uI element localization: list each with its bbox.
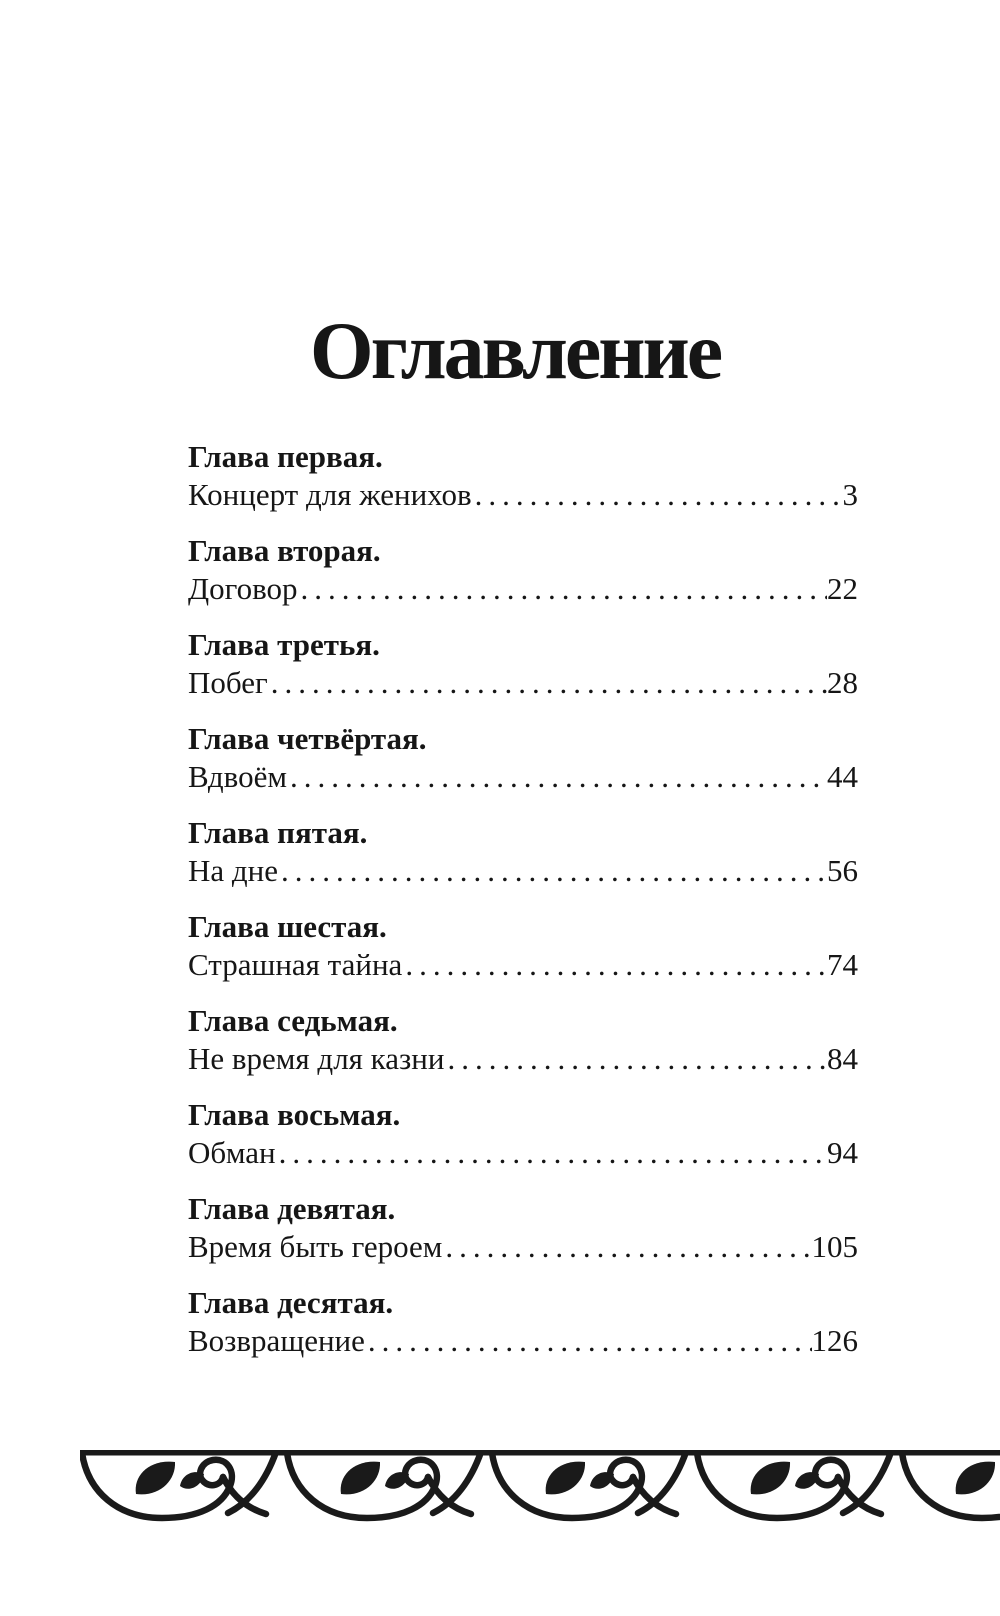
- page-number: 22: [827, 570, 858, 606]
- toc-entry: [188, 1190, 858, 1265]
- chapter-title: Страшная тайна: [188, 946, 403, 982]
- dot-leader: [287, 758, 827, 796]
- toc-line: [188, 1322, 858, 1360]
- toc-entry: [188, 720, 858, 795]
- page-number: 56: [827, 852, 858, 888]
- chapter-label: Глава восьмая.: [188, 1097, 401, 1132]
- table-of-contents: [188, 438, 858, 1378]
- chapter-title: Возвращение: [188, 1322, 365, 1358]
- toc-entry: [188, 1096, 858, 1171]
- dot-leader: [276, 1134, 827, 1172]
- chapter-label: Глава шестая.: [188, 909, 387, 944]
- toc-line: [188, 570, 858, 608]
- chapter-title: Обман: [188, 1134, 276, 1170]
- toc-entry: [188, 1002, 858, 1077]
- chapter-title: На дне: [188, 852, 279, 888]
- toc-entry: [188, 438, 858, 513]
- chapter-label: Глава девятая.: [188, 1191, 396, 1226]
- chapter-title: Побег: [188, 664, 268, 700]
- toc-entry: [188, 1284, 858, 1359]
- chapter-title: Время быть героем: [188, 1228, 443, 1264]
- page-number: 105: [811, 1228, 858, 1264]
- chapter-label: Глава седьмая.: [188, 1003, 398, 1038]
- page-number: 44: [827, 758, 858, 794]
- chapter-title: Договор: [188, 570, 298, 606]
- toc-entry: [188, 532, 858, 607]
- chapter-label: Глава пятая.: [188, 815, 368, 850]
- dot-leader: [268, 664, 827, 702]
- toc-line: [188, 1040, 858, 1078]
- page-title: Оглавление: [309, 304, 721, 396]
- page-number: 74: [827, 946, 858, 982]
- page-number: 3: [842, 476, 858, 512]
- page-number: 126: [811, 1322, 858, 1358]
- dot-leader: [402, 946, 827, 984]
- dot-leader: [278, 852, 827, 890]
- page-number: 94: [827, 1134, 858, 1170]
- chapter-label: Глава третья.: [188, 627, 380, 662]
- dot-leader: [444, 1040, 827, 1078]
- chapter-title: Концерт для женихов: [188, 476, 472, 512]
- toc-line: [188, 1134, 858, 1172]
- dot-leader: [365, 1322, 812, 1360]
- toc-entry: [188, 908, 858, 983]
- page-number: 84: [827, 1040, 858, 1076]
- toc-entry: [188, 626, 858, 701]
- dot-leader: [472, 476, 843, 514]
- chapter-title: Вдвоём: [188, 758, 287, 794]
- chapter-title: Не время для казни: [188, 1040, 445, 1076]
- toc-entry: [188, 814, 858, 889]
- dot-leader: [442, 1228, 811, 1266]
- toc-line: [188, 758, 858, 796]
- chapter-label: Глава вторая.: [188, 533, 381, 568]
- chapter-label: Глава первая.: [188, 439, 383, 474]
- toc-line: [188, 946, 858, 984]
- toc-line: [188, 476, 858, 514]
- dot-leader: [298, 570, 827, 608]
- chapter-label: Глава четвёртая.: [188, 721, 427, 756]
- toc-line: [188, 1228, 858, 1266]
- toc-line: [188, 664, 858, 702]
- footer-ornament-vine-border: [80, 1450, 1000, 1532]
- page-number: 28: [827, 664, 858, 700]
- ornament-rule: [80, 1450, 1000, 1456]
- chapter-label: Глава десятая.: [188, 1285, 394, 1320]
- toc-line: [188, 852, 858, 890]
